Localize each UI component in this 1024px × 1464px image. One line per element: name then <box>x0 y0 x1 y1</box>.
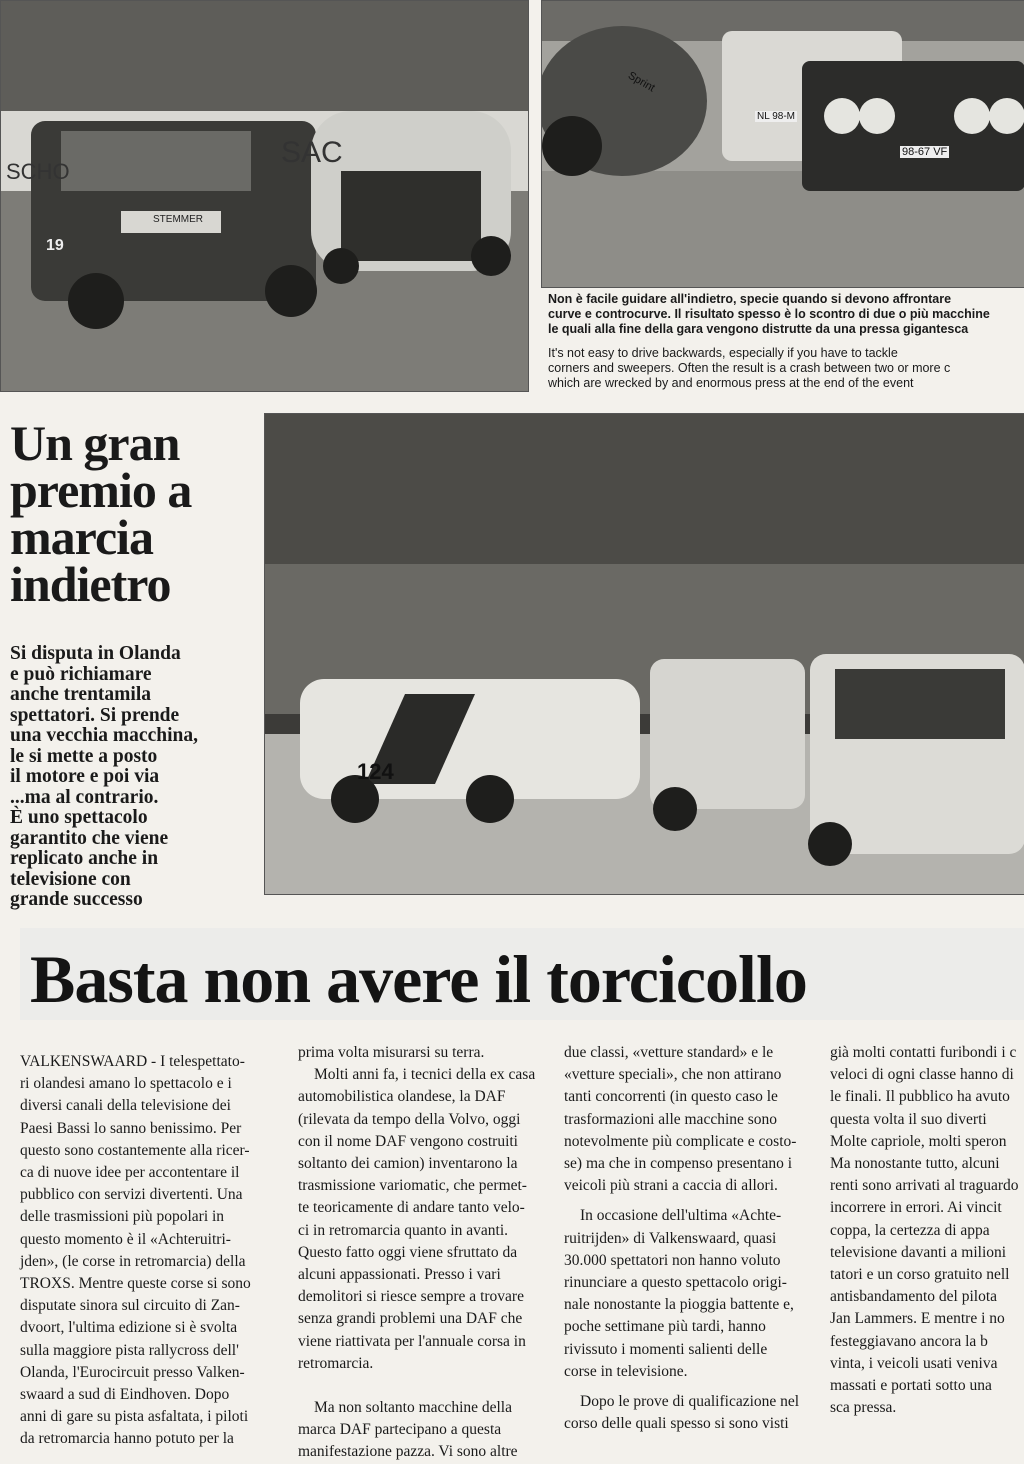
text-line: massati e portati sotto una <box>830 1377 992 1395</box>
text-line: disputate sinora sul circuito di Zan- <box>20 1297 240 1315</box>
lede-line: televisione con <box>10 868 131 890</box>
plate-2: NL 98-M <box>757 111 795 122</box>
car-number-124: 124 <box>357 759 394 784</box>
text-line: jden», (le corse in retromarcia) della <box>20 1252 246 1270</box>
text-line: delle trasmissioni più popolari in <box>20 1208 225 1226</box>
text-line: Olanda, l'Eurocircuit presso Valken- <box>20 1363 245 1381</box>
text-line: notevolmente più complicate e costo- <box>564 1132 797 1150</box>
text-line: Dopo le prove di qualificazione nel <box>580 1393 800 1411</box>
text-line: coppa, la certezza di appa <box>830 1221 990 1239</box>
text-line: tatori e un corso gratuito nell <box>830 1266 1010 1284</box>
article-lede <box>10 644 262 911</box>
text-line: manifestazione pazza. Vi sono altre <box>298 1443 518 1461</box>
text-line: sulla maggiore pista rallycross dell' <box>20 1341 239 1359</box>
text-line: televisione davanti a milioni <box>830 1243 1007 1261</box>
plate-1: 98-67 VF <box>902 146 948 158</box>
photo-race-cars-rain <box>0 0 529 392</box>
text-line: VALKENSWAARD - I telespettato- <box>20 1053 245 1070</box>
text-line: alcuni appassionati. Presso i vari <box>298 1266 501 1284</box>
text-line: rinunciare a questo spettacolo origi- <box>564 1274 787 1292</box>
text-line: prima volta misurarsi su terra. <box>298 1044 485 1061</box>
text-line: Questo fatto oggi viene sfruttato da <box>298 1243 518 1261</box>
lede-line: grande successo <box>10 889 143 910</box>
lede-line: Si disputa in Olanda <box>10 643 181 664</box>
caption-en-line: corners and sweepers. Often the result is a crash between two or more c <box>548 361 951 375</box>
text-line: Molte capriole, molti speron <box>830 1132 1007 1150</box>
paragraph <box>298 1064 550 1375</box>
photo-cars-crash <box>541 0 1024 288</box>
paragraph <box>298 1397 550 1464</box>
text-line: questo momento è il «Achteruitri- <box>20 1230 231 1248</box>
text-line: due classi, «vetture standard» e le <box>564 1044 774 1061</box>
text-line: trasformazioni alle macchine sono <box>564 1110 778 1128</box>
text-line: renti sono arrivati al traguardo <box>830 1177 1019 1195</box>
text-line: Jan Lammers. E mentre i no <box>830 1310 1005 1328</box>
text-line: veicoli più strani a caccia di allori. <box>564 1177 778 1195</box>
text-line: questa volta il suo diverti <box>830 1110 987 1128</box>
photo-caption-english <box>548 346 1024 391</box>
text-line: In occasione dell'ultima «Achte- <box>580 1207 782 1225</box>
article-column-2 <box>298 1042 550 1464</box>
caption-it-line: curve e controcurve. Il risultato spesso è lo scontro di due o più macchine <box>548 307 990 321</box>
text-line: retromarcia. <box>298 1354 374 1372</box>
text-line: 30.000 spettatori non hanno voluto <box>564 1251 781 1269</box>
headline-line: Un gran <box>10 415 180 471</box>
text-line: soltanto dei camion) inventarono la <box>298 1155 518 1173</box>
lede-line: garantito che viene <box>10 827 169 849</box>
article-column-1 <box>20 1051 276 1451</box>
text-line: demolitori si riesce sempre a trovare <box>298 1288 524 1306</box>
text-line: rivissuto i momenti salienti delle <box>564 1340 768 1358</box>
article-headline <box>10 415 260 612</box>
text-line: incorrere in errori. Ai vincit <box>830 1199 1002 1217</box>
lede-line: ...ma al contrario. <box>10 786 159 808</box>
text-line: Ma nonostante tutto, alcuni <box>830 1155 1000 1173</box>
photo-caption-italian <box>548 292 1024 337</box>
lede-line: È uno spettacolo <box>10 807 148 828</box>
paragraph <box>20 1051 276 1451</box>
text-line: senza grandi problemi una DAF che <box>298 1310 523 1328</box>
text-line: ci in retromarcia quanto in avanti. <box>298 1221 509 1239</box>
article-title: Basta non avere il torcicollo <box>30 941 807 1017</box>
lede-line: e può richiamare <box>10 663 152 685</box>
text-line: antisbandamento del pilota <box>830 1288 998 1306</box>
car-sticker: STEMMER <box>153 214 203 225</box>
sign-text-1: SCHO <box>6 159 70 184</box>
lede-line: una vecchia macchina, <box>10 725 198 746</box>
text-line: da retromarcia hanno potuto per la <box>20 1430 234 1448</box>
text-line: poche settimane più tardi, hanno <box>564 1318 766 1336</box>
text-line: vinta, i veicoli usati veniva <box>830 1354 998 1372</box>
article-column-3 <box>564 1042 814 1435</box>
text-line: ca di nuove idee per accontentare il <box>20 1164 240 1182</box>
text-line: trasmissione variomatic, che permet- <box>298 1177 527 1195</box>
text-line: ri olandesi amano lo spettacolo e i <box>20 1075 232 1093</box>
text-line: ruitrijden» di Valkenswaard, quasi <box>564 1229 777 1247</box>
text-line: te teoricamente di andare tanto velo- <box>298 1199 525 1217</box>
beetle-sticker: Sprint <box>625 69 657 95</box>
paragraph <box>564 1042 814 1197</box>
text-line: Molti anni fa, i tecnici della ex casa <box>314 1066 536 1084</box>
lede-line: le si mette a posto <box>10 745 158 767</box>
paragraph <box>298 1042 550 1064</box>
text-line: dvoort, l'ultima edizione si è svolta <box>20 1319 238 1337</box>
text-line: pubblico con servizi divertenti. Una <box>20 1186 243 1204</box>
text-line: anni di gare su pista asfaltata, i piloti <box>20 1408 249 1426</box>
text-line: TROXS. Mentre queste corse si sono <box>20 1275 251 1293</box>
lede-line: replicato anche in <box>10 848 159 869</box>
text-line: automobilistica olandese, la DAF <box>298 1088 506 1106</box>
text-line: diversi canali della televisione dei <box>20 1097 231 1115</box>
headline-line: indietro <box>10 556 171 612</box>
caption-it-line: le quali alla fine della gara vengono distrutte da una pressa gigantesca <box>548 322 969 336</box>
caption-it-line: Non è facile guidare all'indietro, specie quando si devono affrontare <box>548 292 952 306</box>
text-line: con il nome DAF vengono costruiti <box>298 1132 518 1150</box>
car-number: 19 <box>46 237 64 254</box>
caption-en-line: which are wrecked by and enormous press at the end of the event <box>548 376 914 390</box>
text-line: veloci di ogni classe hanno di <box>830 1066 1014 1084</box>
text-line: viene riattivata per l'annuale corsa in <box>298 1332 526 1350</box>
text-line: (rilevata da tempo della Volvo, oggi <box>298 1110 521 1128</box>
photo-main-race-crowd <box>264 413 1024 895</box>
lede-line: il motore e poi via <box>10 766 160 787</box>
text-line: corso delle quali spesso si sono visti <box>564 1415 789 1433</box>
sign-text-2: SAC <box>281 136 343 169</box>
caption-en-line: It's not easy to drive backwards, especially if you have to tackle <box>548 346 898 360</box>
headline-line: marcia <box>10 509 154 565</box>
text-line: marca DAF partecipano a questa <box>298 1421 502 1439</box>
text-line: sca pressa. <box>830 1399 897 1417</box>
paragraph <box>564 1391 814 1435</box>
text-line: Paesi Bassi lo sanno benissimo. Per <box>20 1119 242 1137</box>
text-line: le finali. Il pubblico ha avuto <box>830 1088 1010 1106</box>
text-line: già molti contatti furibondi i c <box>830 1044 1017 1061</box>
lede-line: anche trentamila <box>10 684 151 705</box>
text-line: tanti concorrenti (in questo caso le <box>564 1088 778 1106</box>
text-line: swaard a sud di Eindhoven. Dopo <box>20 1386 230 1404</box>
headline-line: premio a <box>10 462 192 518</box>
lede-line: spettatori. Si prende <box>10 704 180 726</box>
text-line: «vetture speciali», che non attirano <box>564 1066 782 1084</box>
article-column-4 <box>830 1042 1024 1419</box>
text-line: se) ma che in compenso presentano i <box>564 1155 793 1173</box>
paragraph <box>564 1205 814 1383</box>
text-line: questo sono costantemente alla ricer- <box>20 1141 250 1159</box>
text-line: nale nonostante la pioggia battente e, <box>564 1296 794 1314</box>
text-line: corse in televisione. <box>564 1362 688 1380</box>
text-line: Ma non soltanto macchine della <box>314 1399 512 1417</box>
text-line: festeggiavano ancora la b <box>830 1332 988 1350</box>
paragraph <box>830 1042 1024 1419</box>
